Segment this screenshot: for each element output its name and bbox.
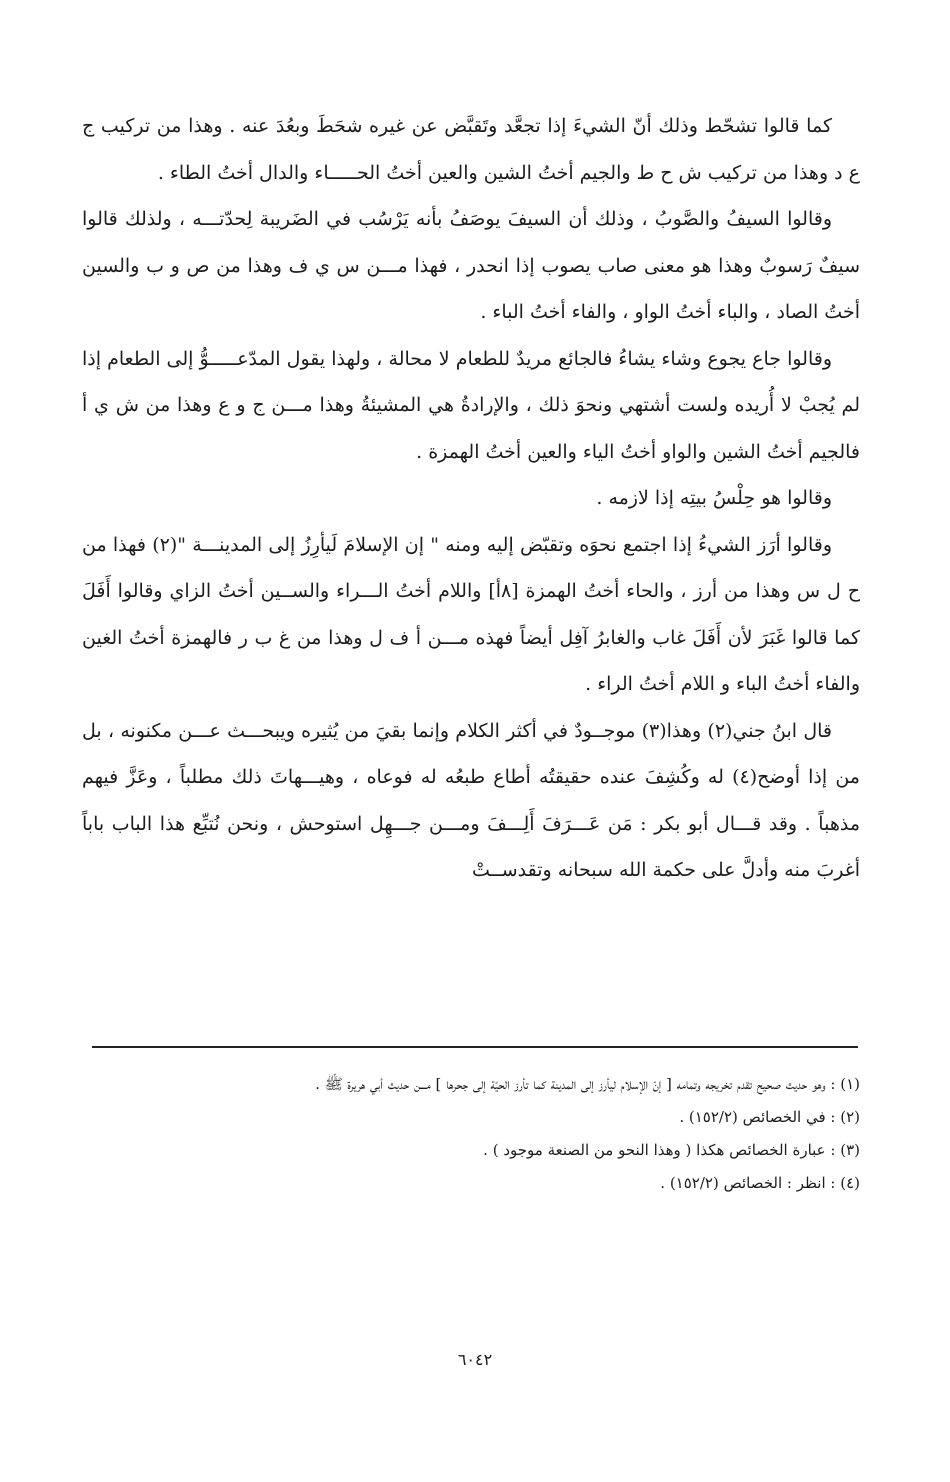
- footnotes: [82, 1068, 860, 1200]
- footnote-1: (١) : وهو حديث صحيح تقدم تخريجه وتمامه [ إنّ الإسلام ليأرز إلى المدينة كما تأرز الحيّة إلى جحرها ] مـــن حديث أبي هريرة ﷺ .: [315, 1075, 860, 1093]
- paragraph-2: وقالوا السيفُ والصَّوبُ ، وذلك أن السيفَ يوصَفُ بأنه يَرْسُب في الضَريبة لِحدّتـــه ، ولذلك قالوا سيفٌ رَسوبٌ وهذا هو معنى صاب يصوب إذا انحدر ، فهذا مـــن س ي ف وهذا من ص و ب والسين أختُ الصاد ، والباء أختُ الواو ، والفاء أختُ الباء .: [82, 208, 860, 323]
- page-number: ٦٠٤٢: [457, 1350, 493, 1369]
- paragraph-3: وقالوا جاع يجوع وشاء يشاءُ فالجائع مريدٌ للطعام لا محالة ، ولهذا يقول المدّعـــــوُّ إلى الطعام إذا لم يُجبْ لا أُريده ولست أشتهي ونحوَ ذلك ، والإرادةُ هي المشيئةُ وهذا مـــن ج و ع وهذا من ش ي أ فالجيم أختُ الشين والواو أختُ الياء والعين أختُ الهمزة .: [82, 347, 860, 463]
- footnote-4: (٤) : انظر : الخصائص (١٥٢/٢) .: [660, 1174, 860, 1192]
- paragraph-6: قال ابنُ جني(٢) وهذا(٣) موجــودٌ في أكثر الكلام وإنما بقيَ من يُثيره ويبحـــث عـــن مكنونه ، بل من إذا أوضح(٤) له وكُشِفَ عنده حقيقتُه أطاع طبعُه له فوعاه ، وهيـــهاتَ ذلك مطلباً ، وعَزَّ فيهم مذهباً . وقد قـــال أبو بكر : مَن عَـــرَفَ أَلِـــفَ ومـــن جـــهِل استوحش ، ونحن نُتبِّع هذا الباب باباً أغربَ منه وأدلَّ على حكمة الله سبحانه وتقدســتْ: [82, 719, 860, 881]
- paragraph-5: وقالوا أرَز الشيءُ إذا اجتمع نحوَه وتقبّض إليه ومنه " إن الإسلامَ لَيأرِزُ إلى المدينـــة "(٢) فهذا من ح ل س وهذا من أرز ، والحاء أختُ الهمزة [٨أ] واللام أختُ الـــراء والســين أختُ الزاي وقالوا أَفَلَ كما قالوا غَبَرَ لأن أَفَلَ غاب والغابرُ آفِل أيضاً فهذه مـــن أ ف ل وهذا من غ ب ر فالهمزة أختُ الغين والفاء أختُ الباء و اللام أختُ الراء .: [82, 533, 860, 695]
- footnote-2: (٢) : في الخصائص (١٥٢/٢) .: [679, 1108, 860, 1126]
- paragraph-1: كما قالوا تشحّط وذلك أنّ الشيءَ إذا تجعَّد وتَقبَّض عن غيره شحَطَ وبعُدَ عنه . وهذا من تركيب ج ع د وهذا من تركيب ش ح ط والجيم أختُ الشين والعين أختُ الحـــــاء والدال أختُ الطاء .: [82, 115, 860, 184]
- footnote-divider: [92, 1046, 858, 1048]
- footnote-3: (٣) : عبارة الخصائص هكذا ( وهذا النحو من الصنعة موجود ) .: [483, 1141, 860, 1159]
- paragraph-4: وقالوا هو حِلْسُ بيتِه إذا لازمه .: [596, 487, 832, 509]
- main-text: [82, 103, 860, 894]
